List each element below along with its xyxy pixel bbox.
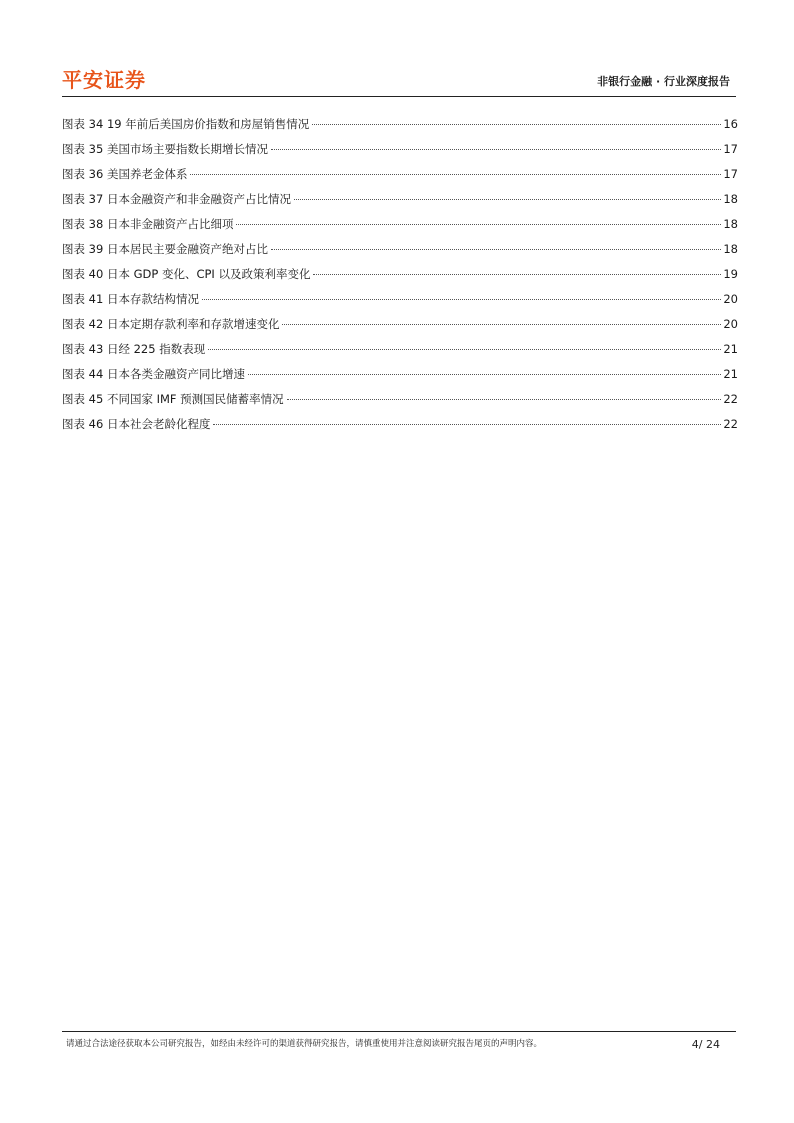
toc-entry-label: 图表 45 不同国家 IMF 预测国民储蓄率情况 (62, 392, 284, 406)
toc-entry-page: 18 (723, 242, 738, 256)
toc-entry-label: 图表 35 美国市场主要指数长期增长情况 (62, 142, 268, 156)
toc-entry-label: 图表 37 日本金融资产和非金融资产占比情况 (62, 192, 291, 206)
footer-disclaimer: 请通过合法途径获取本公司研究报告，如经由未经许可的渠道获得研究报告，请慎重使用并注意阅读研究报告尾页的声明内容。 (66, 1039, 543, 1049)
toc-entry-page: 17 (723, 142, 738, 156)
toc-entry[interactable] (62, 389, 738, 414)
toc-leader-dots (248, 373, 721, 375)
toc-entry-label: 图表 40 日本 GDP 变化、CPI 以及政策利率变化 (62, 267, 311, 281)
toc-entry[interactable] (62, 314, 738, 339)
toc-leader-dots (208, 348, 721, 350)
toc-entry[interactable] (62, 164, 738, 189)
toc-entry[interactable] (62, 114, 738, 139)
toc-leader-dots (190, 173, 721, 175)
toc-leader-dots (236, 223, 721, 225)
figure-list (62, 114, 738, 439)
toc-entry[interactable] (62, 339, 738, 364)
toc-entry-page: 20 (723, 317, 738, 331)
toc-entry[interactable] (62, 289, 738, 314)
toc-entry-label: 图表 46 日本社会老龄化程度 (62, 417, 211, 431)
toc-entry-page: 22 (723, 417, 738, 431)
toc-entry[interactable] (62, 239, 738, 264)
toc-entry-page: 18 (723, 192, 738, 206)
toc-entry-label: 图表 36 美国养老金体系 (62, 167, 188, 181)
toc-entry[interactable] (62, 264, 738, 289)
toc-leader-dots (271, 148, 721, 150)
toc-entry[interactable] (62, 364, 738, 389)
header-divider (62, 96, 736, 97)
toc-entry-page: 20 (723, 292, 738, 306)
toc-entry[interactable] (62, 189, 738, 214)
toc-leader-dots (282, 323, 721, 325)
page-number: 4/ 24 (691, 1038, 720, 1051)
toc-entry-page: 16 (723, 117, 738, 131)
toc-entry-label: 图表 38 日本非金融资产占比细项 (62, 217, 234, 231)
toc-entry[interactable] (62, 414, 738, 439)
toc-leader-dots (287, 398, 722, 400)
toc-entry-page: 19 (723, 267, 738, 281)
toc-entry-label: 图表 44 日本各类金融资产同比增速 (62, 367, 245, 381)
toc-entry[interactable] (62, 139, 738, 164)
toc-entry-page: 21 (723, 367, 738, 381)
footer-divider (62, 1031, 736, 1032)
toc-entry-label: 图表 39 日本居民主要金融资产绝对占比 (62, 242, 268, 256)
toc-leader-dots (294, 198, 721, 200)
toc-entry-page: 21 (723, 342, 738, 356)
toc-entry-label: 图表 34 19 年前后美国房价指数和房屋销售情况 (62, 117, 310, 131)
toc-leader-dots (213, 423, 721, 425)
company-logo: 平安证券 (62, 68, 146, 92)
toc-entry-page: 17 (723, 167, 738, 181)
toc-entry-label: 图表 42 日本定期存款利率和存款增速变化 (62, 317, 280, 331)
report-section-title: 非银行金融 · 行业深度报告 (597, 75, 730, 88)
toc-leader-dots (202, 298, 721, 300)
toc-entry-page: 22 (723, 392, 738, 406)
toc-leader-dots (312, 123, 721, 125)
toc-leader-dots (313, 273, 721, 275)
toc-leader-dots (271, 248, 721, 250)
toc-entry-label: 图表 41 日本存款结构情况 (62, 292, 199, 306)
toc-entry-page: 18 (723, 217, 738, 231)
toc-entry-label: 图表 43 日经 225 指数表现 (62, 342, 206, 356)
toc-entry[interactable] (62, 214, 738, 239)
